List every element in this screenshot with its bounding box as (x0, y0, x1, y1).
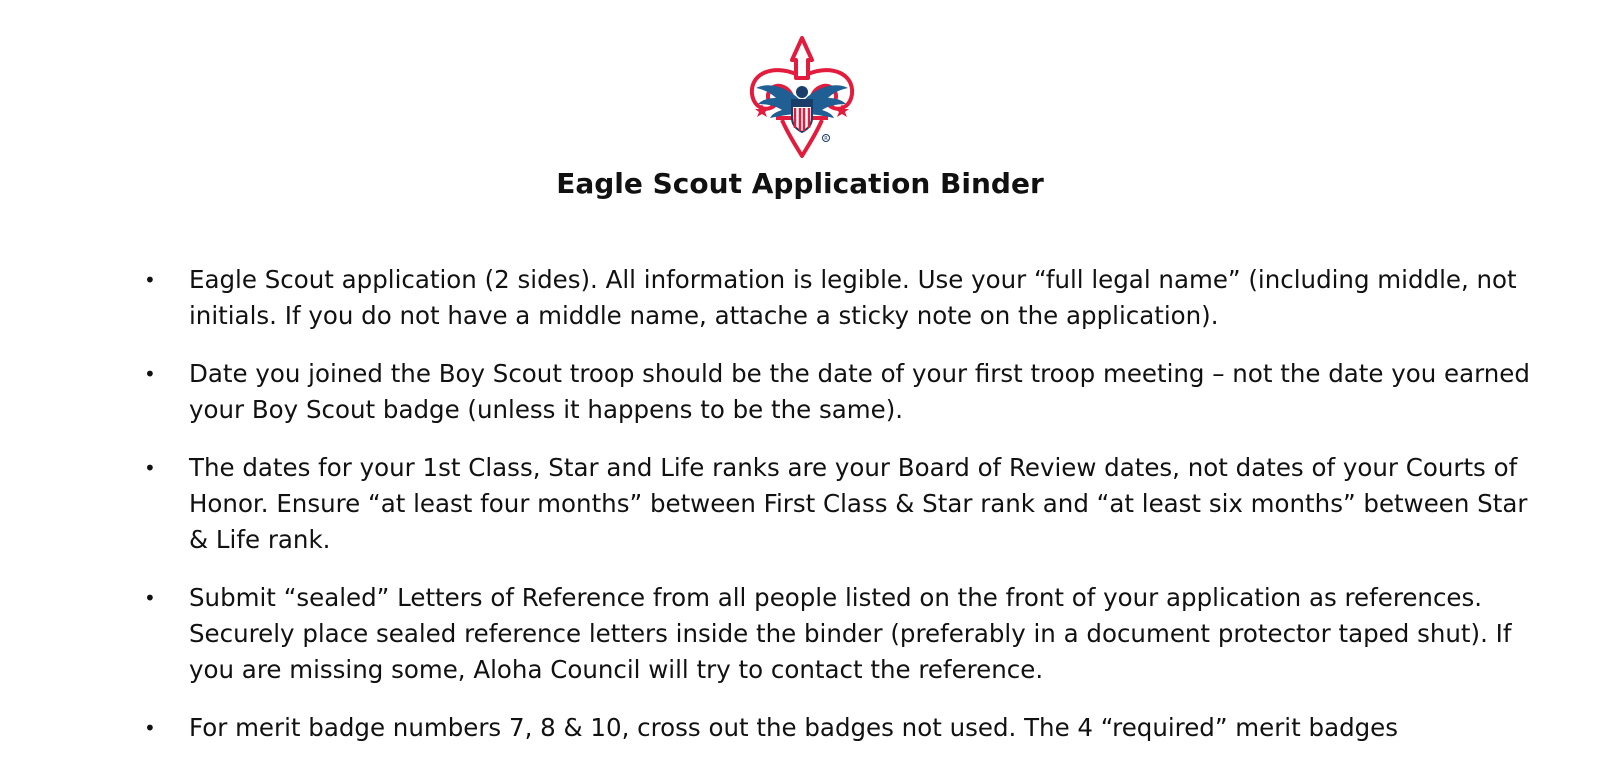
requirements-list (140, 262, 1540, 766)
svg-text:R: R (824, 136, 828, 142)
list-item (140, 450, 1540, 558)
bullet-icon: • (144, 362, 156, 386)
bullet-icon: • (144, 586, 156, 610)
list-item (140, 710, 1540, 746)
list-item-text: The dates for your 1st Class, Star and Life ranks are your Board of Review dates, not dates of your Courts of Honor. Ensure “at least four months” between First Class & Star rank and “at least six months” between Star & Life rank. (189, 453, 1528, 554)
list-item-text: Submit “sealed” Letters of Reference from all people listed on the front of your application as references. Securely place sealed reference letters inside the binder (preferably in a document protector taped shut). If you are missing some, Aloha Council will try to contact the reference. (189, 583, 1512, 684)
list-item-text: For merit badge numbers 7, 8 & 10, cross out the badges not used. The 4 “required” merit badges (189, 713, 1399, 742)
list-item (140, 356, 1540, 428)
bullet-icon: • (144, 268, 156, 292)
list-item-text: Eagle Scout application (2 sides). All information is legible. Use your “full legal name” (including middle, not initials. If you do not have a middle name, attache a sticky note on the application). (189, 265, 1517, 330)
list-item (140, 262, 1540, 334)
page-title: Eagle Scout Application Binder (556, 167, 1044, 200)
bsa-logo-icon (742, 34, 862, 160)
bullet-icon: • (144, 716, 156, 740)
list-item-text: Date you joined the Boy Scout troop should be the date of your first troop meeting – not the date you earned your Boy Scout badge (unless it happens to be the same). (189, 359, 1530, 424)
bullet-icon: • (144, 456, 156, 480)
list-item (140, 580, 1540, 688)
